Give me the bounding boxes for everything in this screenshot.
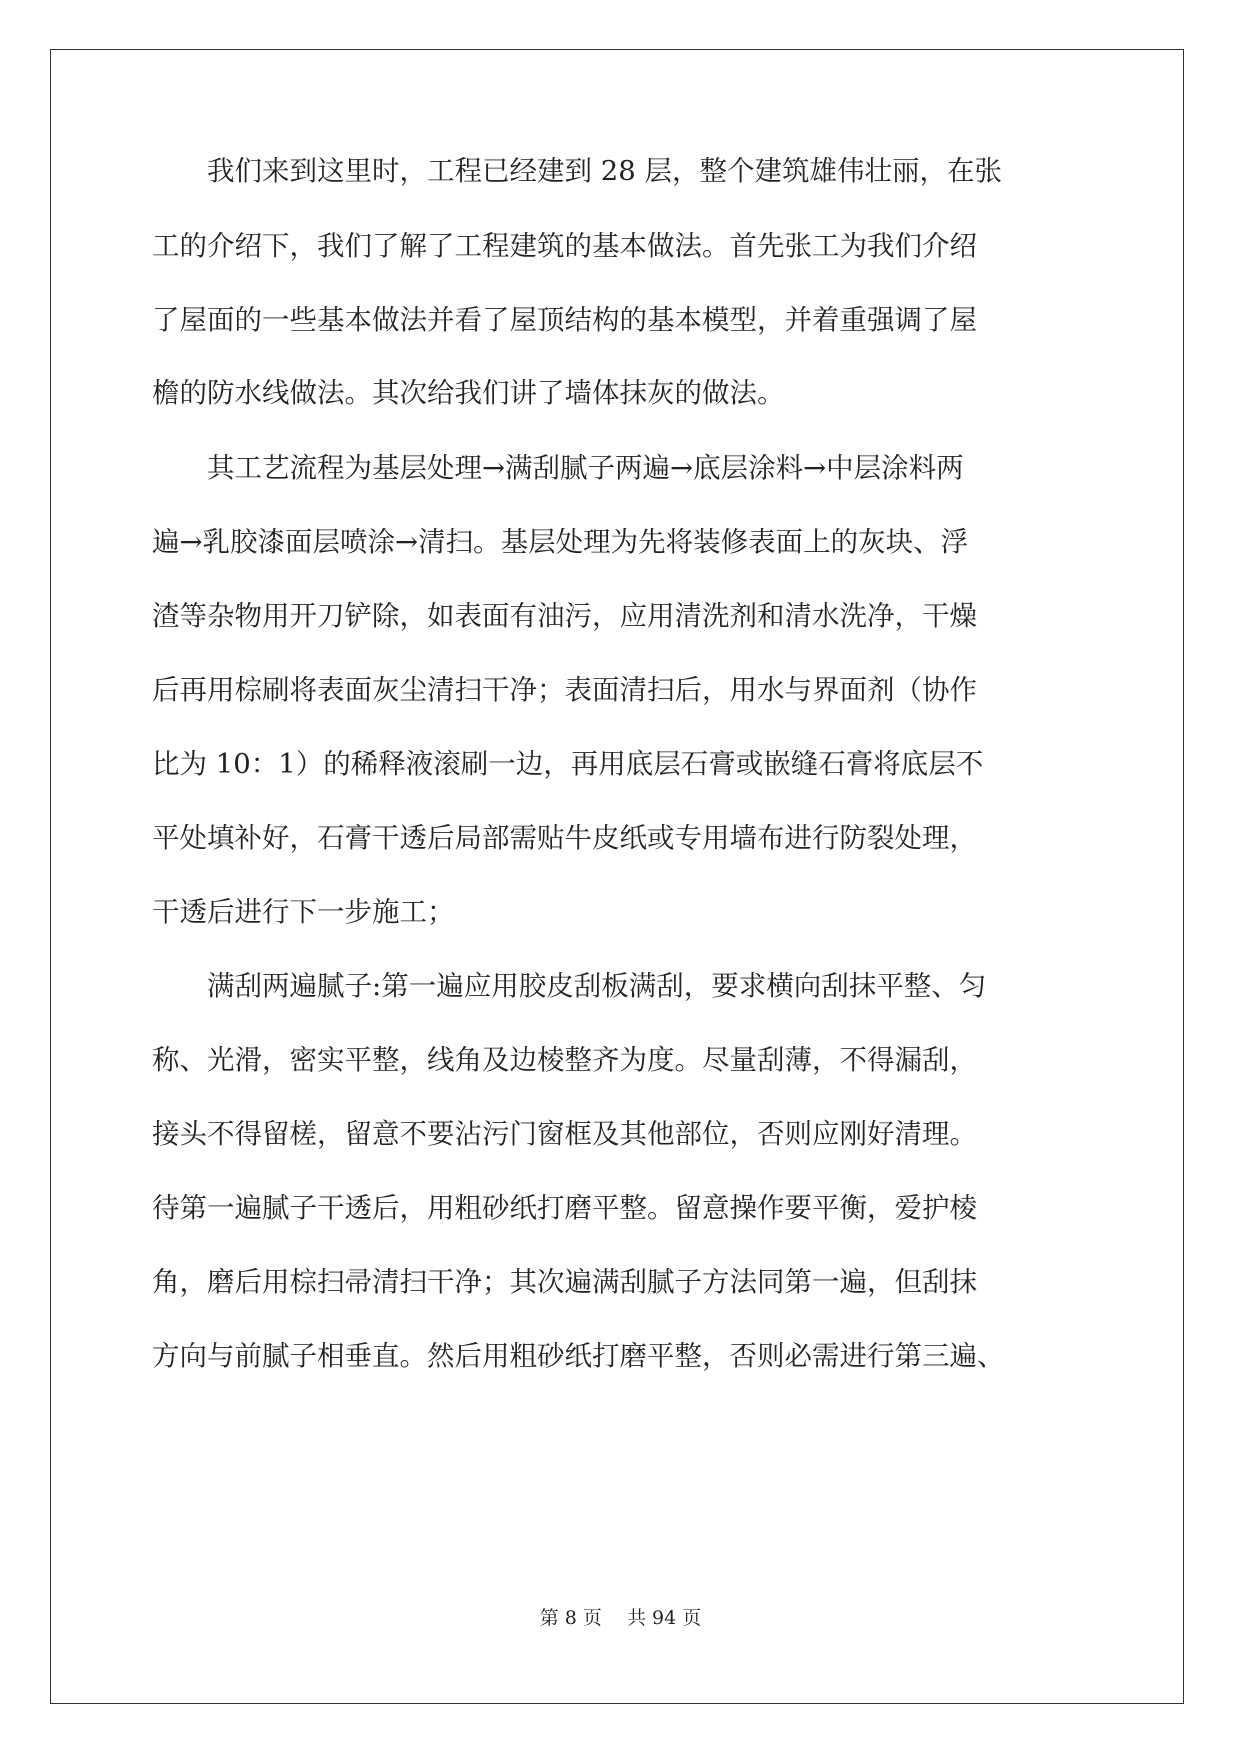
page-border bbox=[50, 49, 1184, 1704]
text-line: 角，磨后用棕扫帚清扫干净；其次遍满刮腻子方法同第一遍，但刮抹 bbox=[152, 1266, 977, 1298]
text-line: 待第一遍腻子干透后，用粗砂纸打磨平整。留意操作要平衡，爱护棱 bbox=[152, 1192, 977, 1224]
page-number-footer: 第 8 页 共 94 页 bbox=[539, 1607, 702, 1629]
text-line: 工的介绍下，我们了解了工程建筑的基本做法。首先张工为我们介绍 bbox=[152, 230, 977, 262]
text-line: 称、光滑，密实平整，线角及边棱整齐为度。尽量刮薄，不得漏刮， bbox=[152, 1044, 977, 1076]
text-line: 方向与前腻子相垂直。然后用粗砂纸打磨平整，否则必需进行第三遍、 bbox=[152, 1340, 1005, 1372]
text-line: 檐的防水线做法。其次给我们讲了墙体抹灰的做法。 bbox=[152, 377, 785, 409]
text-line: 了屋面的一些基本做法并看了屋顶结构的基本模型，并着重强调了屋 bbox=[152, 304, 977, 336]
text-line: 干透后进行下一步施工； bbox=[152, 896, 455, 928]
text-line: 后再用棕刷将表面灰尘清扫干净；表面清扫后，用水与界面剂（协作 bbox=[152, 674, 977, 706]
text-line: 渣等杂物用开刀铲除，如表面有油污，应用清洗剂和清水洗净，干燥 bbox=[152, 600, 977, 632]
text-line: 其工艺流程为基层处理→满刮腻子两遍→底层涂料→中层涂料两 bbox=[152, 452, 964, 484]
text-line: 平处填补好，石膏干透后局部需贴牛皮纸或专用墙布进行防裂处理， bbox=[152, 822, 977, 854]
text-line: 比为 10：1）的稀释液滚刷一边，再用底层石膏或嵌缝石膏将底层不 bbox=[152, 748, 984, 780]
text-line: 接头不得留槎，留意不要沾污门窗框及其他部位，否则应刚好清理。 bbox=[152, 1118, 977, 1150]
text-line: 满刮两遍腻子:第一遍应用胶皮刮板满刮，要求横向刮抹平整、匀 bbox=[152, 970, 987, 1002]
text-line: 我们来到这里时，工程已经建到 28 层，整个建筑雄伟壮丽，在张 bbox=[152, 155, 1002, 187]
text-line: 遍→乳胶漆面层喷涂→清扫。基层处理为先将装修表面上的灰块、浮 bbox=[152, 526, 969, 558]
